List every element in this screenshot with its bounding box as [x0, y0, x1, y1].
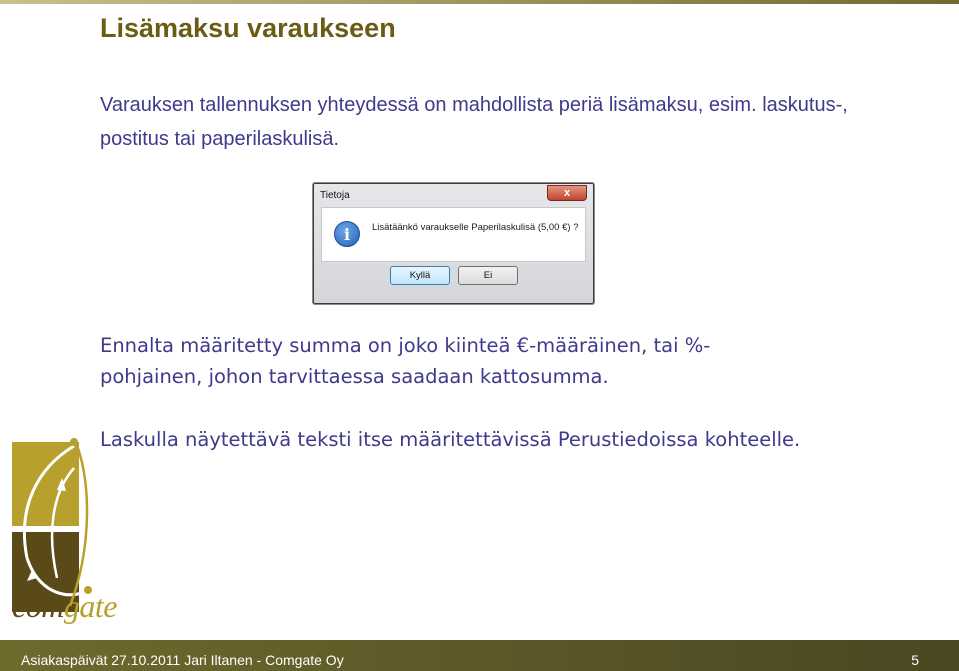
footer-bar	[0, 640, 959, 671]
paragraph-fixed-amount-line1: Ennalta määritetty summa on joko kiinteä €-määräinen, tai %-	[100, 334, 711, 357]
slide-title: Lisämaksu varaukseen	[100, 13, 396, 43]
dialog-message: Lisätäänkö varaukselle Paperilaskulisä (5,00 €) ?	[372, 222, 579, 233]
dialog-close-button[interactable]: x	[547, 185, 587, 201]
logo-text-gate: gate	[63, 588, 117, 624]
comgate-logo-text	[12, 588, 117, 625]
logo-text-com: com	[12, 588, 64, 624]
footer-text: Asiakaspäivät 27.10.2011 Jari Iltanen - Comgate Oy	[21, 652, 344, 668]
paragraph-fixed-amount-line2: pohjainen, johon tarvittaessa saadaan kattosumma.	[100, 365, 609, 388]
dialog-content	[321, 207, 586, 262]
paragraph-fixed-amount	[100, 330, 710, 392]
no-button[interactable]: Ei	[458, 266, 518, 285]
page-number: 5	[911, 652, 919, 668]
yes-button[interactable]: Kyllä	[390, 266, 450, 285]
info-dialog	[313, 183, 594, 304]
top-accent-bar	[0, 0, 959, 4]
info-icon: i	[334, 221, 360, 247]
intro-paragraph: Varauksen tallennuksen yhteydessä on mahdollista periä lisämaksu, esim. laskutus-, postitus tai paperilaskulisä.	[100, 94, 848, 150]
dialog-title: Tietoja	[320, 190, 350, 201]
paragraph-invoice-text: Laskulla näytettävä teksti itse määritettävissä Perustiedoissa kohteelle.	[100, 428, 801, 451]
